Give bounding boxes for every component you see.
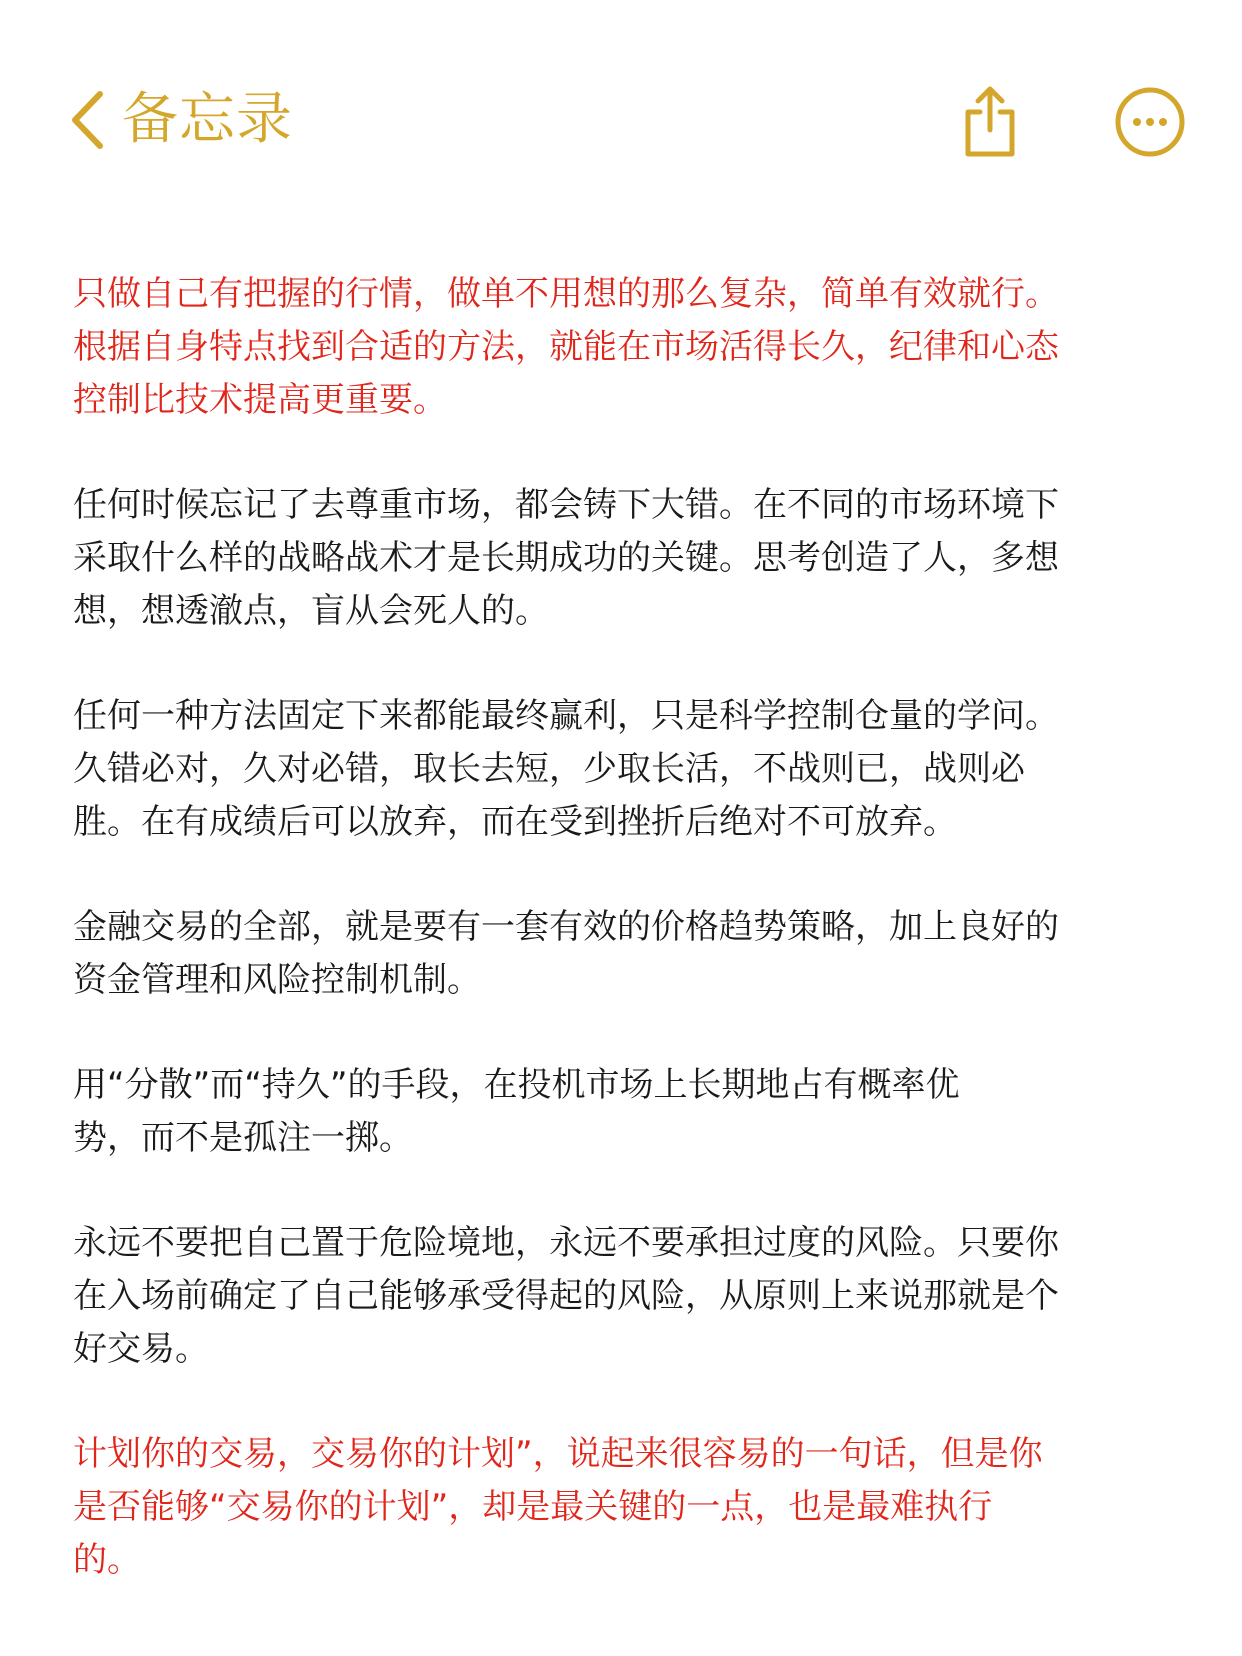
back-button[interactable] bbox=[70, 84, 293, 156]
share-icon bbox=[958, 84, 1022, 160]
note-paragraph-7: 计划你的交易，交易你的计划”，说起来很容易的一句话，但是你 是否能够“交易你的计划”，却是最关键的一点，也是最难执行 的。 bbox=[73, 1434, 1043, 1580]
note-paragraph-4: 金融交易的全部，就是要有一套有效的价格趋势策略，加上良好的 资金管理和风险控制机制。 bbox=[73, 907, 1059, 1000]
share-button[interactable] bbox=[958, 84, 1022, 160]
chevron-left-icon bbox=[70, 90, 104, 150]
more-ellipsis-icon bbox=[1114, 86, 1186, 158]
back-label: 备忘录 bbox=[122, 87, 293, 152]
note-paragraph-1: 只做自己有把握的行情，做单不用想的那么复杂，简单有效就行。 根据自身特点找到合适的方法，就能在市场活得长久，纪律和心态 控制比技术提高更重要。 bbox=[73, 274, 1059, 420]
note-body[interactable] bbox=[73, 268, 1183, 1639]
more-button[interactable] bbox=[1114, 86, 1186, 158]
note-paragraph-6: 永远不要把自己置于危险境地，永远不要承担过度的风险。只要你 在入场前确定了自己能够承受得起的风险，从原则上来说那就是个 好交易。 bbox=[73, 1223, 1059, 1369]
note-paragraph-3: 任何一种方法固定下来都能最终赢利，只是科学控制仓量的学问。 久错必对，久对必错，取长去短，少取长活，不战则已，战则必 胜。在有成绩后可以放弃，而在受到挫折后绝对不可放弃。 bbox=[73, 696, 1059, 842]
navigation-bar bbox=[0, 0, 1242, 230]
note-paragraph-2: 任何时候忘记了去尊重市场，都会铸下大错。在不同的市场环境下 采取什么样的战略战术才是长期成功的关键。思考创造了人，多想 想，想透澈点，盲从会死人的。 bbox=[73, 485, 1059, 631]
note-paragraph-5: 用“分散”而“持久”的手段，在投机市场上长期地占有概率优 势，而不是孤注一掷。 bbox=[73, 1065, 960, 1158]
